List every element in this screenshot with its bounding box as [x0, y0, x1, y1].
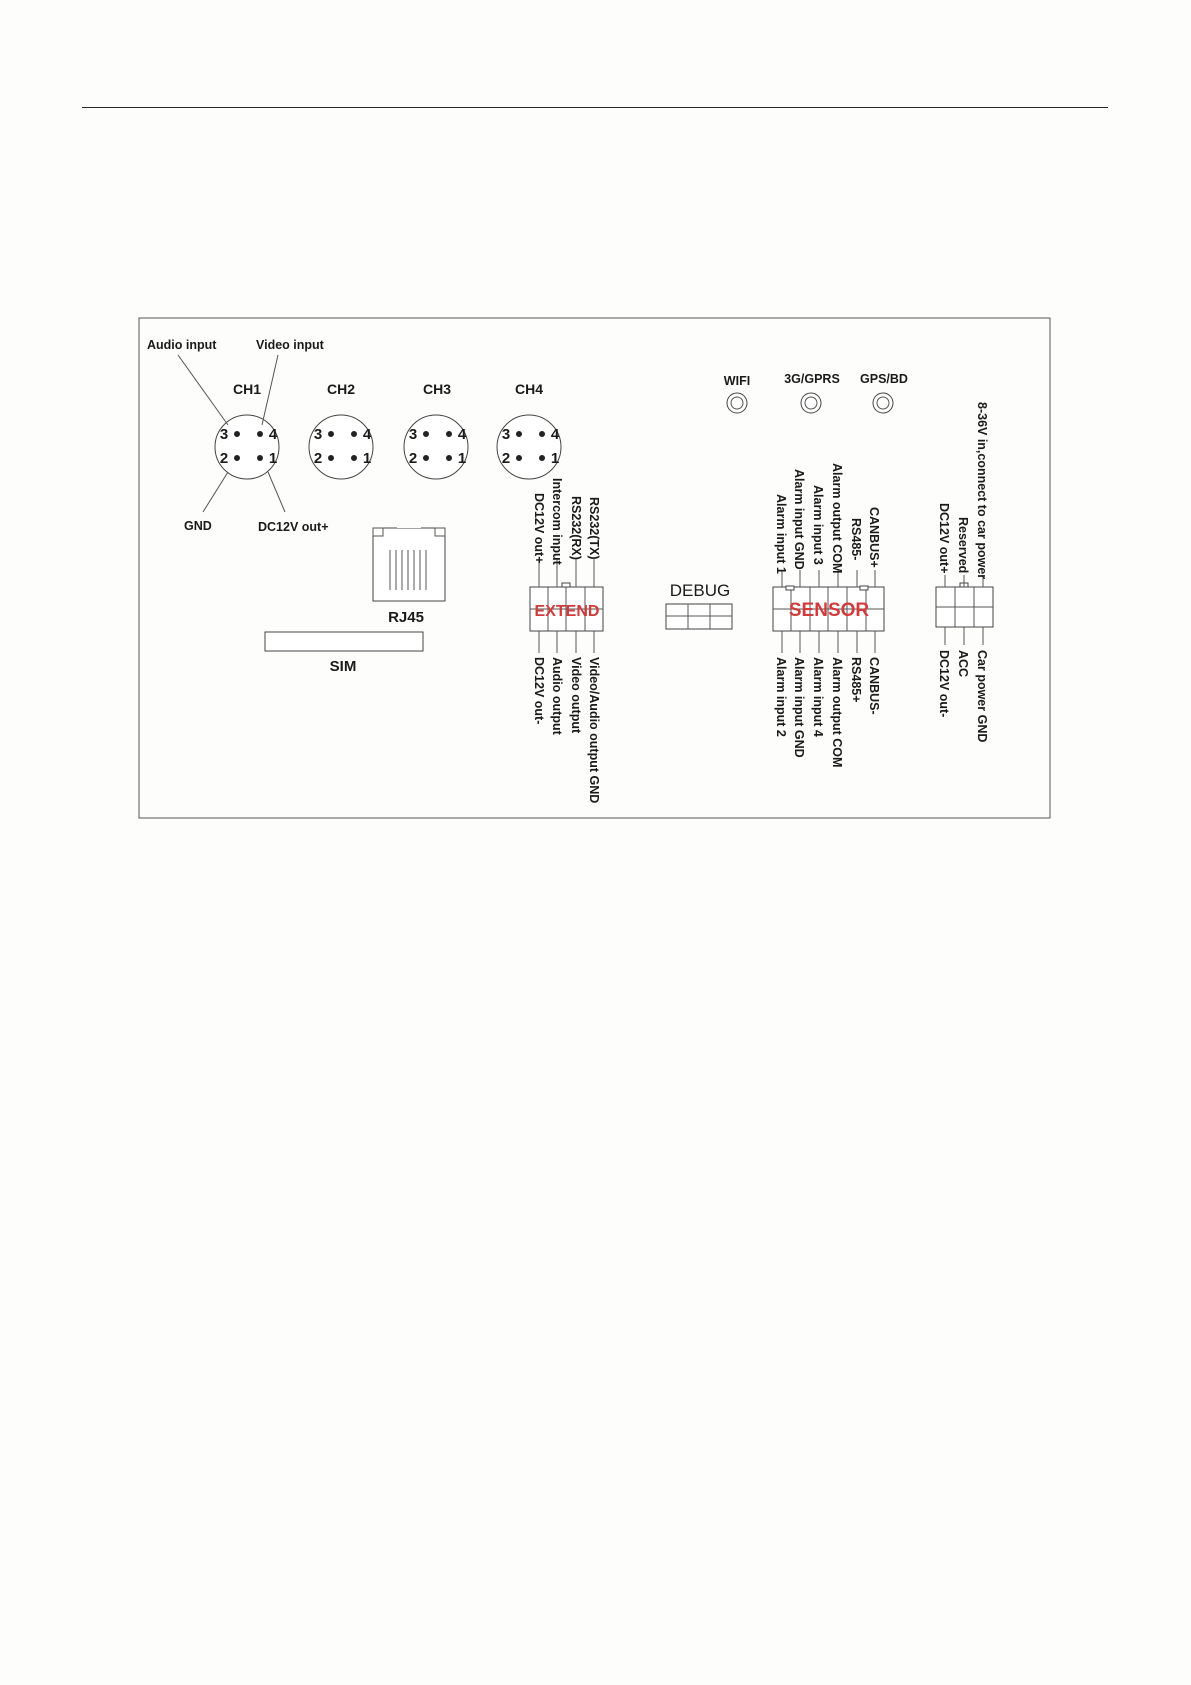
sim-label: SIM: [329, 658, 357, 675]
power-pin-label: Car power GND: [975, 650, 989, 743]
extend-title: EXTEND: [534, 603, 600, 620]
sensor-pin-label: Alarm input GND: [792, 657, 806, 758]
dc12v-out-label: DC12V out+: [258, 520, 329, 534]
extend-pin-label: Audio output: [550, 657, 564, 735]
sensor-pin-label: Alarm input GND: [792, 469, 806, 570]
wifi-port: [727, 393, 747, 413]
sim-slot: [265, 632, 423, 675]
pin-label: 3: [313, 426, 323, 443]
pin-label: 2: [501, 450, 511, 467]
channel-connectors: [147, 338, 561, 534]
pin-label: 1: [457, 450, 467, 467]
gnd-label: GND: [184, 519, 212, 533]
connector-circle: [215, 415, 279, 479]
sensor-pin-label: Alarm input 2: [774, 657, 788, 737]
connector-circle: [404, 415, 468, 479]
sensor-connector: [773, 463, 884, 767]
power-connector: [936, 402, 993, 742]
gps-bd-label: GPS/BD: [860, 372, 908, 386]
pin-label: 3: [219, 426, 229, 443]
antenna-ports: [724, 372, 908, 413]
rj45-label: RJ45: [388, 609, 424, 626]
audio-input-label: Audio input: [147, 338, 217, 352]
channel-connector: [215, 381, 279, 479]
rj45-port: [373, 522, 445, 626]
wifi-label: WIFI: [723, 374, 751, 388]
debug-port: [666, 581, 732, 629]
pin-label: 4: [457, 426, 467, 443]
3g-gprs-port: [801, 393, 821, 413]
power-pin-label: 8-36V in,connect to car power: [975, 402, 989, 580]
extend-pin-label: Video output: [569, 657, 583, 734]
extend-connector: [530, 478, 603, 803]
extend-pin-label: DC12V out+: [532, 493, 546, 564]
channel-connector: [497, 381, 561, 479]
pin-label: 1: [362, 450, 372, 467]
power-pin-label: Reserved: [956, 517, 970, 574]
power-pin-label: DC12V out+: [937, 503, 951, 574]
callout-line: [203, 472, 228, 512]
sensor-pin-label: RS485-: [849, 518, 863, 561]
channel-connector: [404, 381, 468, 479]
extend-pin-label: RS232(TX): [587, 497, 601, 560]
video-input-label: Video input: [256, 338, 324, 352]
extend-pin-label: Video/Audio output GND: [587, 657, 601, 804]
extend-pin-label: Intercom input: [550, 478, 564, 565]
pin-label: 1: [268, 450, 278, 467]
pin-label: 2: [313, 450, 323, 467]
connector-circle: [497, 415, 561, 479]
debug-label: DEBUG: [669, 581, 731, 600]
channel-label: CH2: [326, 381, 356, 397]
sensor-pin-label: Alarm input 3: [811, 485, 825, 565]
sensor-pin-label: CANBUS-: [867, 657, 881, 715]
pin-label: 3: [408, 426, 418, 443]
callout-line: [178, 355, 228, 425]
callout-line: [268, 472, 285, 512]
pin-label: 4: [362, 426, 372, 443]
pin-label: 3: [501, 426, 511, 443]
callout-line: [262, 355, 278, 425]
power-pin-label: ACC: [956, 650, 970, 678]
channel-label: CH4: [514, 381, 544, 397]
pin-label: 1: [550, 450, 560, 467]
pin-label: 2: [408, 450, 418, 467]
channel-connector: [309, 381, 373, 479]
sensor-pin-label: CANBUS+: [867, 507, 881, 568]
connector-circle: [309, 415, 373, 479]
sensor-pin-label: Alarm output COM: [830, 463, 844, 574]
extend-pin-label: DC12V out-: [532, 657, 546, 725]
pin-label: 4: [550, 426, 560, 443]
power-pin-label: DC12V out-: [937, 650, 951, 718]
sensor-pin-label: Alarm output COM: [830, 657, 844, 768]
gps-bd-port: [873, 393, 893, 413]
3g-gprs-label: 3G/GPRS: [784, 372, 840, 386]
sensor-pin-label: RS485+: [849, 657, 863, 703]
sensor-pin-label: Alarm input 1: [774, 494, 788, 574]
sensor-pin-label: Alarm input 4: [811, 657, 825, 737]
pin-label: 2: [219, 450, 229, 467]
channel-label: CH3: [422, 381, 452, 397]
extend-pin-label: RS232(RX): [569, 496, 583, 560]
pin-label: 4: [268, 426, 278, 443]
sensor-title: SENSOR: [788, 600, 870, 621]
channel-label: CH1: [232, 381, 262, 397]
